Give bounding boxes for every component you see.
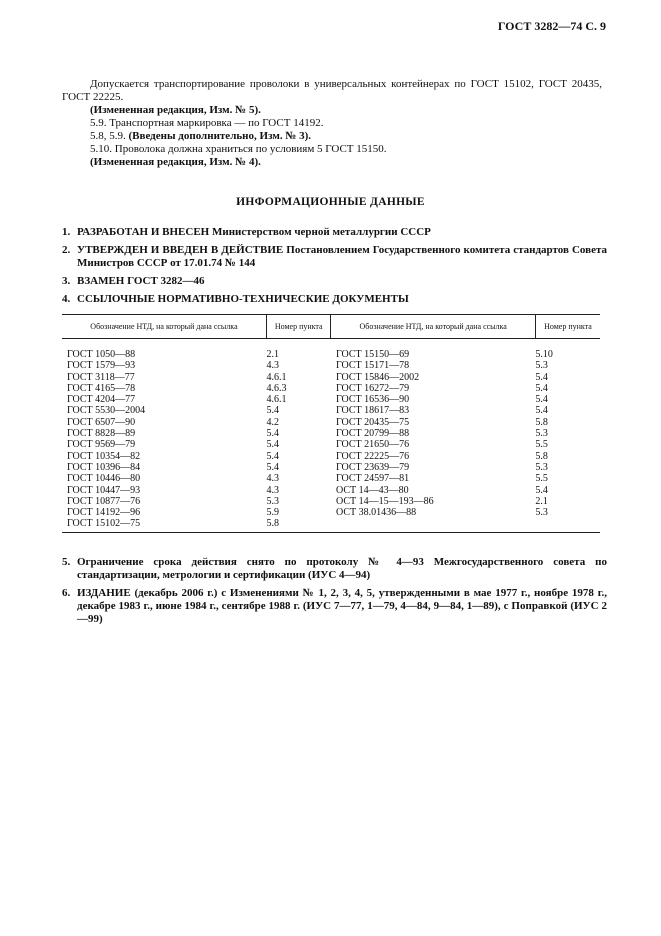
table-cell-clause: 4.6.1 xyxy=(266,394,287,406)
table-row xyxy=(62,360,600,371)
table-cell-designation: ГОСТ 10877—76 xyxy=(67,495,141,507)
clause-added-note xyxy=(62,130,602,143)
table-cell-designation: ГОСТ 23639—79 xyxy=(335,461,410,473)
table-row xyxy=(62,428,600,439)
intro-text xyxy=(62,78,602,169)
table-cell-designation: ГОСТ 15846—2002 xyxy=(335,371,420,383)
revision-note: (Измененная редакция, Изм. № 5). xyxy=(90,104,261,116)
col-header-clause: Номер пункта xyxy=(535,315,600,339)
table-cell-clause: 4.3 xyxy=(266,484,279,496)
table-cell-clause: 5.3 xyxy=(266,495,279,507)
table-cell-designation: ГОСТ 22225—76 xyxy=(335,450,410,462)
table-cell-clause: 5.4 xyxy=(266,450,279,462)
table-cell-clause: 5.5 xyxy=(535,473,548,485)
table-cell-clause: 2.1 xyxy=(535,495,548,507)
clause-5-10: 5.10. Проволока должна храниться по условиям 5 ГОСТ 15150. xyxy=(90,143,387,155)
item-head: ССЫЛОЧНЫЕ НОРМАТИВНО-ТЕХНИЧЕСКИЕ ДОКУМЕНТЫ xyxy=(77,293,409,305)
table-cell-clause: 2.1 xyxy=(266,349,279,360)
table-row xyxy=(62,417,600,428)
table-cell-clause: 5.4 xyxy=(535,484,548,496)
table-cell-designation: ГОСТ 15102—75 xyxy=(67,518,141,530)
table-cell-clause: 5.3 xyxy=(535,428,548,440)
table-cell-clause: 5.4 xyxy=(266,428,279,440)
info-item-1 xyxy=(62,226,607,239)
col-header-clause: Номер пункта xyxy=(266,315,331,339)
table-cell-designation: ГОСТ 15150—69 xyxy=(335,349,410,360)
item-number: 1. xyxy=(62,226,71,238)
table-row xyxy=(62,405,600,416)
item-head: ИЗДАНИЕ (декабрь 2006 г.) с Изменениями № 1, 2, 3, 4, 5, утвержденными в мае 1977 г., ноябре 1978 г., декабре 1983 г., июне 1984 г., сентябре 1988 г. (ИУС 7—77, 1—79, 4—84, 9—84, 1—89), с Поправкой (ИУС 2—99) xyxy=(77,587,607,625)
table-cell-designation: ГОСТ 4165—78 xyxy=(67,382,136,394)
table-cell-designation: ГОСТ 21650—76 xyxy=(335,439,410,451)
table-cell-clause: 5.4 xyxy=(266,439,279,451)
table-cell-clause xyxy=(535,518,600,529)
table-row xyxy=(62,485,600,496)
item-text: Постановлением Государственного комитета стандартов Совета Министров СССР от 17.01.74 № 144 xyxy=(77,244,608,269)
table-cell-clause: 5.4 xyxy=(535,371,548,383)
table-cell-designation: ГОСТ 3118—77 xyxy=(67,371,135,383)
table-cell-clause: 5.3 xyxy=(535,461,548,473)
item-number: 3. xyxy=(62,275,71,287)
table-cell-clause: 4.3 xyxy=(266,360,279,372)
intro-paragraph: Допускается транспортирование проволоки в универсальных контейнерах по ГОСТ 15102, ГОСТ 20435, ГОСТ 22225. xyxy=(62,78,602,103)
table-cell-designation: ГОСТ 20435—75 xyxy=(335,416,410,428)
col-header-designation: Обозначение НТД, на который дана ссылка xyxy=(62,315,266,339)
table-cell-designation: ГОСТ 6507—90 xyxy=(67,416,136,428)
clause-added-ref: 5.8, 5.9. xyxy=(90,130,126,142)
info-item-2 xyxy=(62,244,607,270)
table-cell-clause: 4.3 xyxy=(266,473,279,485)
item-text: Министерством черной металлургии СССР xyxy=(211,226,431,238)
page-header: ГОСТ 3282—74 С. 9 xyxy=(497,19,606,33)
table-cell-clause: 4.6.3 xyxy=(266,382,287,394)
item-head: Ограничение срока действия снято по протоколу № 4—93 Межгосударственного совета по стандартизации, метрологии и сертификации (ИУС 4—94) xyxy=(77,556,607,581)
table-cell-clause: 5.5 xyxy=(535,439,548,451)
table-cell-clause: 5.4 xyxy=(266,405,279,417)
table-cell-clause: 5.3 xyxy=(535,507,548,519)
clause-added-bold: (Введены дополнительно, Изм. № 3). xyxy=(128,130,312,142)
table-cell-clause: 5.10 xyxy=(535,349,553,360)
table-row xyxy=(62,518,600,529)
info-items-continued xyxy=(62,556,607,631)
table-cell-designation: ГОСТ 15171—78 xyxy=(335,360,410,372)
table-cell-clause: 5.3 xyxy=(535,360,548,372)
table-cell-designation: ГОСТ 14192—96 xyxy=(67,507,141,519)
table-row xyxy=(62,383,600,394)
table-cell-clause: 5.8 xyxy=(266,518,279,530)
table-cell-designation: ОСТ 14—15—193—86 xyxy=(335,495,434,507)
table-cell-designation: ГОСТ 16272—79 xyxy=(335,382,410,394)
references-table xyxy=(62,314,600,533)
item-number: 6. xyxy=(62,587,71,599)
table-cell-designation: ГОСТ 4204—77 xyxy=(67,394,136,406)
clause-5-9: 5.9. Транспортная маркировка — по ГОСТ 14192. xyxy=(90,117,324,129)
item-head: РАЗРАБОТАН И ВНЕСЕН xyxy=(77,226,210,238)
table-row xyxy=(62,507,600,518)
table-cell-designation: ГОСТ 18617—83 xyxy=(335,405,410,417)
table-cell-clause: 4.2 xyxy=(266,416,279,428)
table-cell-clause: 5.4 xyxy=(535,382,548,394)
table-row xyxy=(62,462,600,473)
col-header-designation: Обозначение НТД, на который дана ссылка xyxy=(331,315,535,339)
table-cell-clause: 5.8 xyxy=(535,450,548,462)
info-item-5 xyxy=(62,556,607,582)
table-cell-designation: ГОСТ 9569—79 xyxy=(67,439,136,451)
item-head: УТВЕРЖДЕН И ВВЕДЕН В ДЕЙСТВИЕ xyxy=(77,244,284,256)
table-cell-clause: 4.6.1 xyxy=(266,371,287,383)
item-number: 4. xyxy=(62,293,71,305)
table-cell-clause: 5.4 xyxy=(535,394,548,406)
info-item-4 xyxy=(62,293,607,306)
table-row xyxy=(62,372,600,383)
table-row xyxy=(62,439,600,450)
table-cell-designation xyxy=(331,518,535,529)
table-cell-clause: 5.8 xyxy=(535,416,548,428)
table-cell-designation: ГОСТ 16536—90 xyxy=(335,394,410,406)
table-cell-designation: ГОСТ 1579—93 xyxy=(67,360,136,372)
table-cell-clause: 5.4 xyxy=(535,405,548,417)
item-number: 2. xyxy=(62,244,71,256)
table-cell-designation: ГОСТ 10354—82 xyxy=(67,450,141,462)
table-cell-designation: ГОСТ 10446—80 xyxy=(67,473,141,485)
table-row xyxy=(62,451,600,462)
table-cell-designation: ГОСТ 20799—88 xyxy=(335,428,410,440)
info-items xyxy=(62,226,607,311)
table-bottom-rule xyxy=(62,530,600,533)
info-item-3 xyxy=(62,275,607,288)
table-cell-designation: ГОСТ 8828—89 xyxy=(67,428,136,440)
table-cell-designation: ГОСТ 5530—2004 xyxy=(67,405,146,417)
item-number: 5. xyxy=(62,556,71,568)
table-cell-designation: ОСТ 14—43—80 xyxy=(335,484,409,496)
section-title: ИНФОРМАЦИОННЫЕ ДАННЫЕ xyxy=(236,196,425,208)
table-row xyxy=(62,473,600,484)
table-row xyxy=(62,349,600,360)
table-cell-designation: ГОСТ 10447—93 xyxy=(67,484,141,496)
table-cell-designation: ГОСТ 24597—81 xyxy=(335,473,410,485)
table-cell-designation: ОСТ 38.01436—88 xyxy=(335,507,417,519)
info-item-6 xyxy=(62,587,607,626)
table-row xyxy=(62,496,600,507)
table-cell-designation: ГОСТ 1050—88 xyxy=(67,349,136,360)
revision-note-2: (Измененная редакция, Изм. № 4). xyxy=(90,156,261,168)
item-head: ВЗАМЕН ГОСТ 3282—46 xyxy=(77,275,205,287)
table-row xyxy=(62,394,600,405)
table-cell-designation: ГОСТ 10396—84 xyxy=(67,461,141,473)
table-cell-clause: 5.4 xyxy=(266,461,279,473)
table-cell-clause: 5.9 xyxy=(266,507,279,519)
